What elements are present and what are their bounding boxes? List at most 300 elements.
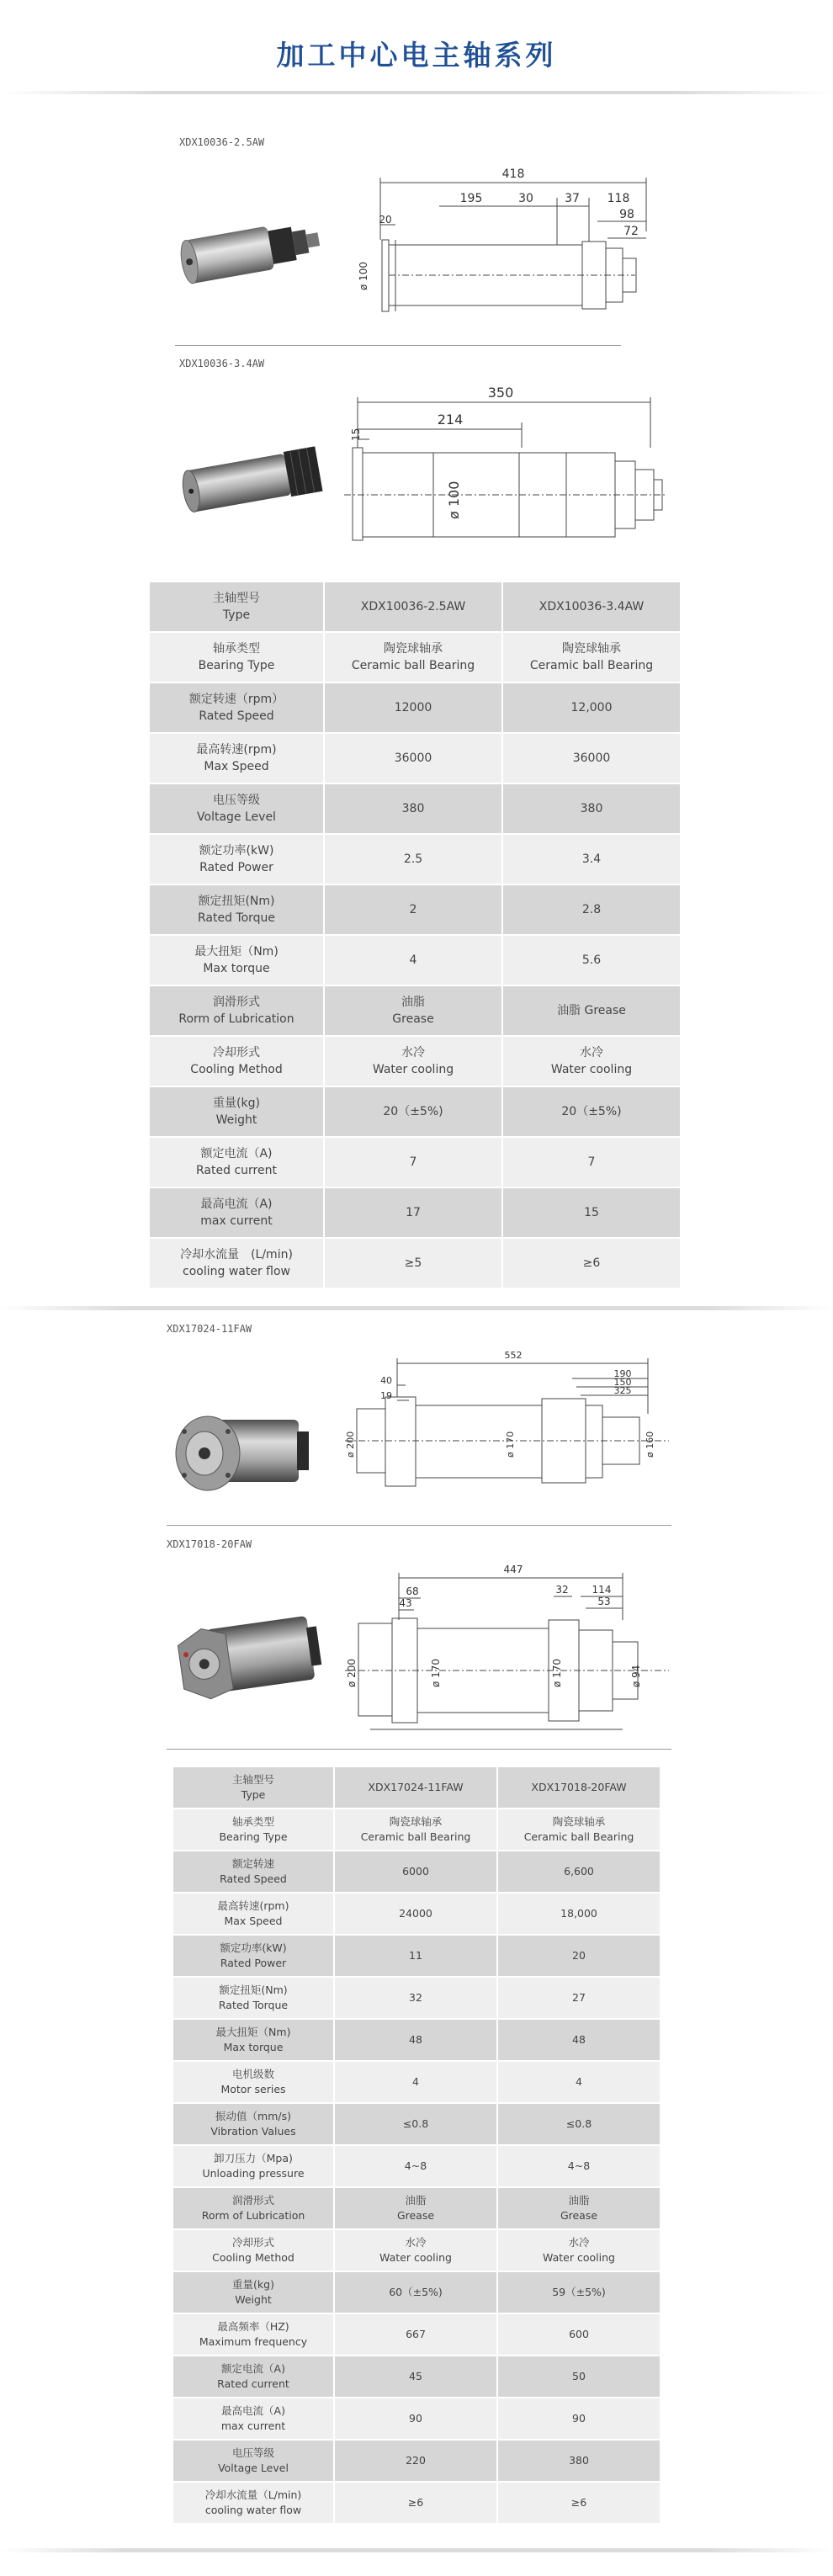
- cell-text-en: Water cooling: [550, 1063, 633, 1076]
- cell-text-en: Max torque: [223, 2041, 284, 2053]
- cell-text-cn: 冷却水流量（L/min): [204, 2488, 302, 2501]
- cell-text-cn: ≤0.8: [565, 2117, 592, 2130]
- table-row: [149, 935, 681, 985]
- divider: [167, 1749, 671, 1750]
- table-cell: [324, 834, 502, 884]
- cell-text-en: Rated Torque: [197, 911, 276, 925]
- cell-text-en: Bearing Type: [198, 659, 275, 672]
- cell-text-cn: 最高电流（A): [200, 1197, 273, 1211]
- table-cell: [502, 1086, 681, 1137]
- cell-text-cn: 50: [572, 2369, 586, 2382]
- cell-text-cn: 最大扭矩（Nm): [215, 2025, 291, 2038]
- row-label: [172, 2103, 334, 2145]
- row-label: [172, 2229, 334, 2271]
- cell-text-cn: 600: [569, 2327, 589, 2340]
- dim-label: 32: [555, 1584, 569, 1596]
- cell-text-cn: 32: [409, 1990, 422, 2004]
- cell-text-cn: 220: [406, 2453, 426, 2467]
- table-row: [172, 2271, 661, 2313]
- dim-label: 72: [623, 225, 639, 238]
- cell-text-cn: 卸刀压力（Mpa): [214, 2151, 293, 2164]
- table-row: [149, 783, 681, 834]
- cell-text-cn: 电压等级: [213, 793, 260, 807]
- cell-text-cn: 380: [401, 801, 425, 815]
- table-cell: [497, 2356, 661, 2398]
- dim-label: 68: [406, 1585, 419, 1597]
- table-cell: [502, 935, 681, 985]
- cell-text-en: Rated current: [196, 1164, 277, 1177]
- table-row: [172, 2103, 661, 2145]
- model-label: XDX17024-11FAW: [167, 1323, 252, 1335]
- row-label: [149, 1187, 324, 1238]
- cell-text-cn: 3.4: [581, 852, 602, 866]
- cell-text-cn: XDX17024-11FAW: [368, 1780, 464, 1793]
- dim-label: ø 170: [430, 1658, 442, 1687]
- cell-text-en: max current: [220, 2419, 286, 2432]
- dim-label: 53: [597, 1596, 611, 1607]
- table-row: [172, 2440, 661, 2482]
- table-row: [149, 1137, 681, 1187]
- cell-text-cn: 最高转速(rpm): [196, 742, 277, 757]
- cell-text-cn: 90: [409, 2411, 422, 2425]
- table-cell: [334, 1893, 497, 1935]
- cell-text-cn: 重量(kg): [213, 1096, 260, 1110]
- table-cell: [334, 1851, 497, 1893]
- dim-label: 114: [592, 1584, 612, 1596]
- table-row: [149, 1086, 681, 1137]
- cell-text-cn: 陶瓷球轴承: [389, 1814, 443, 1828]
- cell-text-en: Bearing Type: [219, 1830, 288, 1843]
- cell-text-en: Water cooling: [543, 2251, 615, 2264]
- table-cell: [497, 2229, 661, 2271]
- cell-text-cn: 冷却形式: [231, 2235, 274, 2249]
- model-label: XDX10036-3.4AW: [179, 358, 265, 369]
- cell-text-en: Weight: [215, 1113, 257, 1127]
- row-label: [172, 2482, 334, 2524]
- divider: [167, 1525, 671, 1526]
- dim-overall: 418: [501, 167, 525, 181]
- cell-text-cn: 额定转速: [231, 1856, 274, 1870]
- cell-text-cn: 7: [409, 1155, 417, 1169]
- table-cell: [334, 1935, 497, 1977]
- table-row: [149, 733, 681, 783]
- cell-text-cn: 润滑形式: [213, 995, 260, 1009]
- table-cell: [497, 2482, 661, 2524]
- cell-text-cn: 额定扭矩(Nm): [198, 894, 275, 908]
- cell-text-cn: 36000: [572, 751, 611, 765]
- technical-drawing: [337, 1561, 673, 1742]
- cell-text-cn: 60（±5%): [389, 2285, 443, 2298]
- cell-text-cn: 额定功率(kW): [220, 1941, 287, 1954]
- model-label: XDX17018-20FAW: [167, 1538, 252, 1550]
- cell-text-en: Max Speed: [224, 1915, 283, 1927]
- table-cell: [502, 834, 681, 884]
- cell-text-cn: ≥5: [404, 1256, 422, 1270]
- table-cell: [334, 2145, 497, 2187]
- cell-text-cn: 轴承类型: [231, 1814, 274, 1828]
- title-divider: [0, 91, 833, 94]
- cell-text-cn: 陶瓷球轴承: [562, 641, 621, 656]
- table-cell: [502, 783, 681, 834]
- dim-label: 30: [518, 192, 533, 205]
- cell-text-en: Ceramic ball Bearing: [360, 1830, 471, 1843]
- row-label: [149, 733, 324, 783]
- row-label: [172, 1893, 334, 1935]
- dim-label: ø 200: [345, 1431, 356, 1458]
- cell-text-cn: 陶瓷球轴承: [384, 641, 443, 656]
- cell-text-en: Rorm of Lubrication: [178, 1012, 294, 1026]
- cell-text-cn: 电机级数: [231, 2067, 274, 2080]
- cell-text-cn: 380: [569, 2453, 589, 2467]
- row-label: [172, 1809, 334, 1851]
- cell-text-cn: ≥6: [407, 2495, 424, 2509]
- row-label: [149, 985, 324, 1036]
- cell-text-cn: 11: [409, 1948, 422, 1962]
- row-label: [149, 834, 324, 884]
- cell-text-en: Rated Speed: [220, 1872, 287, 1885]
- table-cell: [324, 1187, 502, 1238]
- cell-text-cn: 667: [406, 2327, 426, 2340]
- table-cell: [149, 582, 324, 632]
- cell-text-en: Ceramic ball Bearing: [351, 659, 475, 672]
- cell-text-cn: 润滑形式: [231, 2193, 274, 2207]
- row-label: [149, 1086, 324, 1137]
- cell-text-cn: 油脂: [405, 2193, 427, 2207]
- table-row: [149, 1036, 681, 1086]
- cell-text-en: Voltage Level: [218, 2462, 289, 2474]
- table-header-row: [172, 1766, 661, 1809]
- cell-text-en: cooling water flow: [204, 2504, 302, 2516]
- cell-text-cn: ≥6: [570, 2495, 587, 2509]
- dim-label: 195: [459, 192, 483, 205]
- cell-text-cn: 主轴型号: [213, 591, 260, 605]
- cell-text-cn: XDX10036-2.5AW: [360, 599, 466, 613]
- cell-text-cn: 陶瓷球轴承: [552, 1814, 606, 1828]
- technical-drawing: [337, 1346, 673, 1490]
- spindle-product-image: [177, 200, 328, 301]
- table-cell: [497, 1977, 661, 2019]
- cell-text-en: Motor series: [220, 2083, 286, 2095]
- cell-text-cn: 27: [572, 1990, 586, 2004]
- section-divider: [0, 2548, 833, 2552]
- dim-label: ø 160: [645, 1431, 655, 1458]
- cell-text-en: Grease: [392, 1012, 434, 1026]
- table-row: [172, 1977, 661, 2019]
- row-label: [149, 632, 324, 683]
- table-row: [172, 1851, 661, 1893]
- table-cell: [497, 1893, 661, 1935]
- dim-label: 15: [350, 428, 362, 441]
- table-cell: [324, 985, 502, 1036]
- cell-text-cn: 最高频率（HZ): [217, 2319, 289, 2333]
- cell-text-en: Rated Power: [199, 861, 273, 874]
- table-row: [172, 1893, 661, 1935]
- cell-text-cn: 48: [572, 2032, 586, 2046]
- cell-text-cn: 4~8: [404, 2159, 427, 2172]
- row-label: [172, 1851, 334, 1893]
- table-cell: [334, 2187, 497, 2229]
- dim-label: ø 100: [446, 481, 462, 519]
- table-column-header: [497, 1766, 661, 1809]
- cell-text-en: Vibration Values: [210, 2125, 296, 2138]
- table-cell: [497, 2019, 661, 2061]
- cell-text-cn: 4: [409, 953, 417, 967]
- table-row: [172, 2019, 661, 2061]
- table-cell: [172, 1766, 334, 1809]
- table-cell: [334, 2103, 497, 2145]
- dim-label: 98: [619, 208, 634, 221]
- cell-text-cn: 最大扭矩（Nm): [194, 944, 279, 959]
- row-label: [172, 2271, 334, 2313]
- cell-text-en: Type: [241, 1788, 266, 1801]
- table-row: [172, 2187, 661, 2229]
- table-cell: [497, 2313, 661, 2356]
- row-label: [149, 1036, 324, 1086]
- dim-overall: 447: [503, 1564, 523, 1575]
- cell-text-cn: 17: [406, 1205, 421, 1219]
- table-column-header: [324, 582, 502, 632]
- table-cell: [334, 2019, 497, 2061]
- cell-text-cn: ≥6: [582, 1256, 601, 1270]
- model-label: XDX10036-2.5AW: [179, 136, 265, 148]
- cell-text-cn: 90: [572, 2411, 586, 2425]
- cell-text-cn: 油脂: [568, 2193, 590, 2207]
- row-label: [172, 1935, 334, 1977]
- table-row: [172, 1809, 661, 1851]
- cell-text-cn: 6000: [402, 1864, 429, 1878]
- row-label: [149, 1238, 324, 1288]
- table-cell: [497, 1935, 661, 1977]
- spec-table: [148, 581, 682, 1289]
- cell-text-cn: 2.5: [403, 852, 423, 866]
- cell-text-cn: 额定转速（rpm）: [188, 692, 284, 706]
- page-title: 加工中心电主轴系列: [276, 39, 557, 72]
- cell-text-cn: ≤0.8: [402, 2117, 429, 2130]
- cell-text-en: Grease: [396, 2209, 435, 2222]
- table-cell: [324, 733, 502, 783]
- cell-text-en: Ceramic ball Bearing: [523, 1830, 634, 1843]
- dim-label: 40: [380, 1375, 392, 1386]
- table-row: [149, 683, 681, 733]
- cell-text-en: Weight: [235, 2293, 272, 2306]
- cell-text-cn: 水冷: [401, 1045, 425, 1060]
- spindle-product-image: [168, 1606, 328, 1707]
- cell-text-cn: 油脂: [401, 995, 425, 1009]
- cell-text-cn: 电压等级: [231, 2446, 274, 2459]
- cell-text-cn: 18,000: [560, 1906, 597, 1920]
- cell-text-en: Maximum frequency: [199, 2335, 308, 2348]
- table-cell: [324, 1086, 502, 1137]
- dim-label: 150: [613, 1377, 632, 1388]
- cell-text-cn: 额定功率(kW): [199, 843, 274, 858]
- cell-text-cn: 振动值（mm/s): [215, 2109, 291, 2122]
- table-cell: [324, 1137, 502, 1187]
- divider: [175, 345, 621, 346]
- cell-text-cn: 2.8: [581, 902, 602, 916]
- section-divider: [0, 1306, 833, 1310]
- cell-text-en: Max torque: [203, 962, 270, 975]
- cell-text-cn: 20: [572, 1948, 586, 1962]
- table-cell: [334, 2482, 497, 2524]
- table-row: [149, 985, 681, 1036]
- spindle-product-image: [177, 433, 337, 526]
- table-cell: [502, 1187, 681, 1238]
- cell-text-cn: 24000: [399, 1906, 432, 1920]
- cell-text-cn: XDX17018-20FAW: [531, 1780, 627, 1793]
- cell-text-en: Rated current: [217, 2377, 289, 2390]
- row-label: [172, 2145, 334, 2187]
- cell-text-cn: 59（±5%): [552, 2285, 606, 2298]
- spindle-product-image: [164, 1401, 324, 1511]
- cell-text-en: Type: [222, 608, 251, 622]
- cell-text-en: Unloading pressure: [202, 2167, 305, 2180]
- row-label: [172, 2187, 334, 2229]
- cell-text-cn: 水冷: [580, 1045, 603, 1060]
- cell-text-cn: 重量(kg): [232, 2277, 274, 2291]
- table-cell: [334, 1809, 497, 1851]
- dim-label: ø 100: [358, 261, 369, 290]
- table-cell: [324, 683, 502, 733]
- row-label: [172, 2440, 334, 2482]
- row-label: [172, 1977, 334, 2019]
- cell-text-cn: 380: [580, 801, 603, 815]
- cell-text-cn: 20（±5%): [561, 1104, 622, 1118]
- cell-text-cn: 轴承类型: [213, 641, 260, 656]
- dim-label: 20: [379, 214, 392, 226]
- table-cell: [324, 1036, 502, 1086]
- cell-text-cn: 6,600: [564, 1864, 594, 1878]
- cell-text-cn: 7: [587, 1155, 596, 1169]
- table-cell: [324, 632, 502, 683]
- row-label: [172, 2313, 334, 2356]
- table-row: [172, 2061, 661, 2103]
- table-cell: [502, 632, 681, 683]
- table-cell: [334, 2229, 497, 2271]
- dim-label: ø 200: [346, 1658, 358, 1687]
- dim-label: 214: [437, 412, 464, 428]
- cell-text-cn: 48: [409, 2032, 422, 2046]
- cell-text-en: Rated Speed: [199, 709, 274, 723]
- table-cell: [497, 2061, 661, 2103]
- cell-text-en: Max Speed: [204, 760, 269, 773]
- cell-text-cn: 最高电流（A): [221, 2403, 285, 2417]
- table-row: [172, 2482, 661, 2524]
- dim-label: 37: [565, 192, 580, 205]
- cell-text-cn: 12,000: [570, 700, 613, 714]
- table-cell: [502, 884, 681, 935]
- cell-text-cn: 额定扭矩(Nm): [219, 1983, 288, 1996]
- table-row: [149, 884, 681, 935]
- table-cell: [334, 2061, 497, 2103]
- cell-text-en: Rorm of Lubrication: [201, 2209, 305, 2222]
- table-cell: [334, 1977, 497, 2019]
- table-cell: [324, 935, 502, 985]
- row-label: [149, 683, 324, 733]
- table-cell: [497, 2398, 661, 2440]
- table-row: [149, 1238, 681, 1288]
- table-row: [172, 2313, 661, 2356]
- dim-label: 19: [380, 1390, 392, 1401]
- table-column-header: [502, 582, 681, 632]
- row-label: [149, 884, 324, 935]
- row-label: [172, 2019, 334, 2061]
- cell-text-cn: 水冷: [405, 2235, 427, 2249]
- cell-text-cn: 36000: [394, 751, 432, 765]
- table-cell: [334, 2356, 497, 2398]
- row-label: [149, 783, 324, 834]
- cell-text-en: Rated Torque: [218, 1999, 289, 2011]
- table-cell: [502, 733, 681, 783]
- dim-label: 325: [613, 1385, 632, 1396]
- table-cell: [497, 1851, 661, 1893]
- dim-label: 118: [607, 192, 630, 205]
- table-cell: [497, 2187, 661, 2229]
- table-cell: [497, 2440, 661, 2482]
- row-label: [149, 1137, 324, 1187]
- table-cell: [334, 2440, 497, 2482]
- table-cell: [334, 2313, 497, 2356]
- table-header-row: [149, 582, 681, 632]
- cell-text-cn: 额定电流（A): [200, 1146, 273, 1161]
- table-cell: [497, 1809, 661, 1851]
- dim-overall: 350: [487, 385, 514, 401]
- table-cell: [497, 2145, 661, 2187]
- dim-label: 43: [399, 1597, 412, 1609]
- dim-label: ø 170: [551, 1658, 563, 1687]
- cell-text-cn: 4: [576, 2074, 582, 2088]
- cell-text-en: Water cooling: [379, 2251, 452, 2264]
- table-cell: [324, 1238, 502, 1288]
- cell-text-cn: 2: [409, 902, 417, 916]
- table-row: [149, 834, 681, 884]
- cell-text-en: Rated Power: [220, 1957, 287, 1969]
- table-cell: [502, 985, 681, 1036]
- cell-text-cn: 20（±5%): [383, 1104, 443, 1118]
- table-row: [172, 2229, 661, 2271]
- dim-label: ø 94: [630, 1665, 642, 1687]
- table-row: [172, 2145, 661, 2187]
- dim-label: ø 170: [505, 1431, 516, 1458]
- cell-text-cn: 额定电流（A): [221, 2361, 285, 2375]
- table-row: [172, 1935, 661, 1977]
- table-cell: [497, 2271, 661, 2313]
- row-label: [172, 2398, 334, 2440]
- cell-text-en: max current: [200, 1214, 273, 1228]
- dim-label: 190: [613, 1368, 632, 1379]
- cell-text-en: cooling water flow: [183, 1265, 290, 1278]
- cell-text-en: Cooling Method: [212, 2251, 294, 2264]
- row-label: [172, 2356, 334, 2398]
- cell-text-cn: 45: [409, 2369, 422, 2382]
- table-cell: [502, 1238, 681, 1288]
- cell-text-cn: XDX10036-3.4AW: [539, 599, 645, 613]
- dim-overall: 552: [504, 1350, 523, 1361]
- spec-table: [172, 1766, 661, 2525]
- cell-text-cn: 4~8: [567, 2159, 591, 2172]
- table-cell: [324, 884, 502, 935]
- table-cell: [334, 2271, 497, 2313]
- table-row: [172, 2398, 661, 2440]
- table-row: [149, 632, 681, 683]
- cell-text-cn: 油脂 Grease: [557, 1003, 626, 1017]
- cell-text-en: Cooling Method: [190, 1063, 283, 1076]
- cell-text-cn: 最高转速(rpm): [217, 1899, 289, 1912]
- technical-drawing: [345, 164, 665, 316]
- table-cell: [497, 2103, 661, 2145]
- cell-text-cn: 12000: [394, 700, 432, 714]
- table-cell: [324, 783, 502, 834]
- cell-text-en: Water cooling: [372, 1063, 454, 1076]
